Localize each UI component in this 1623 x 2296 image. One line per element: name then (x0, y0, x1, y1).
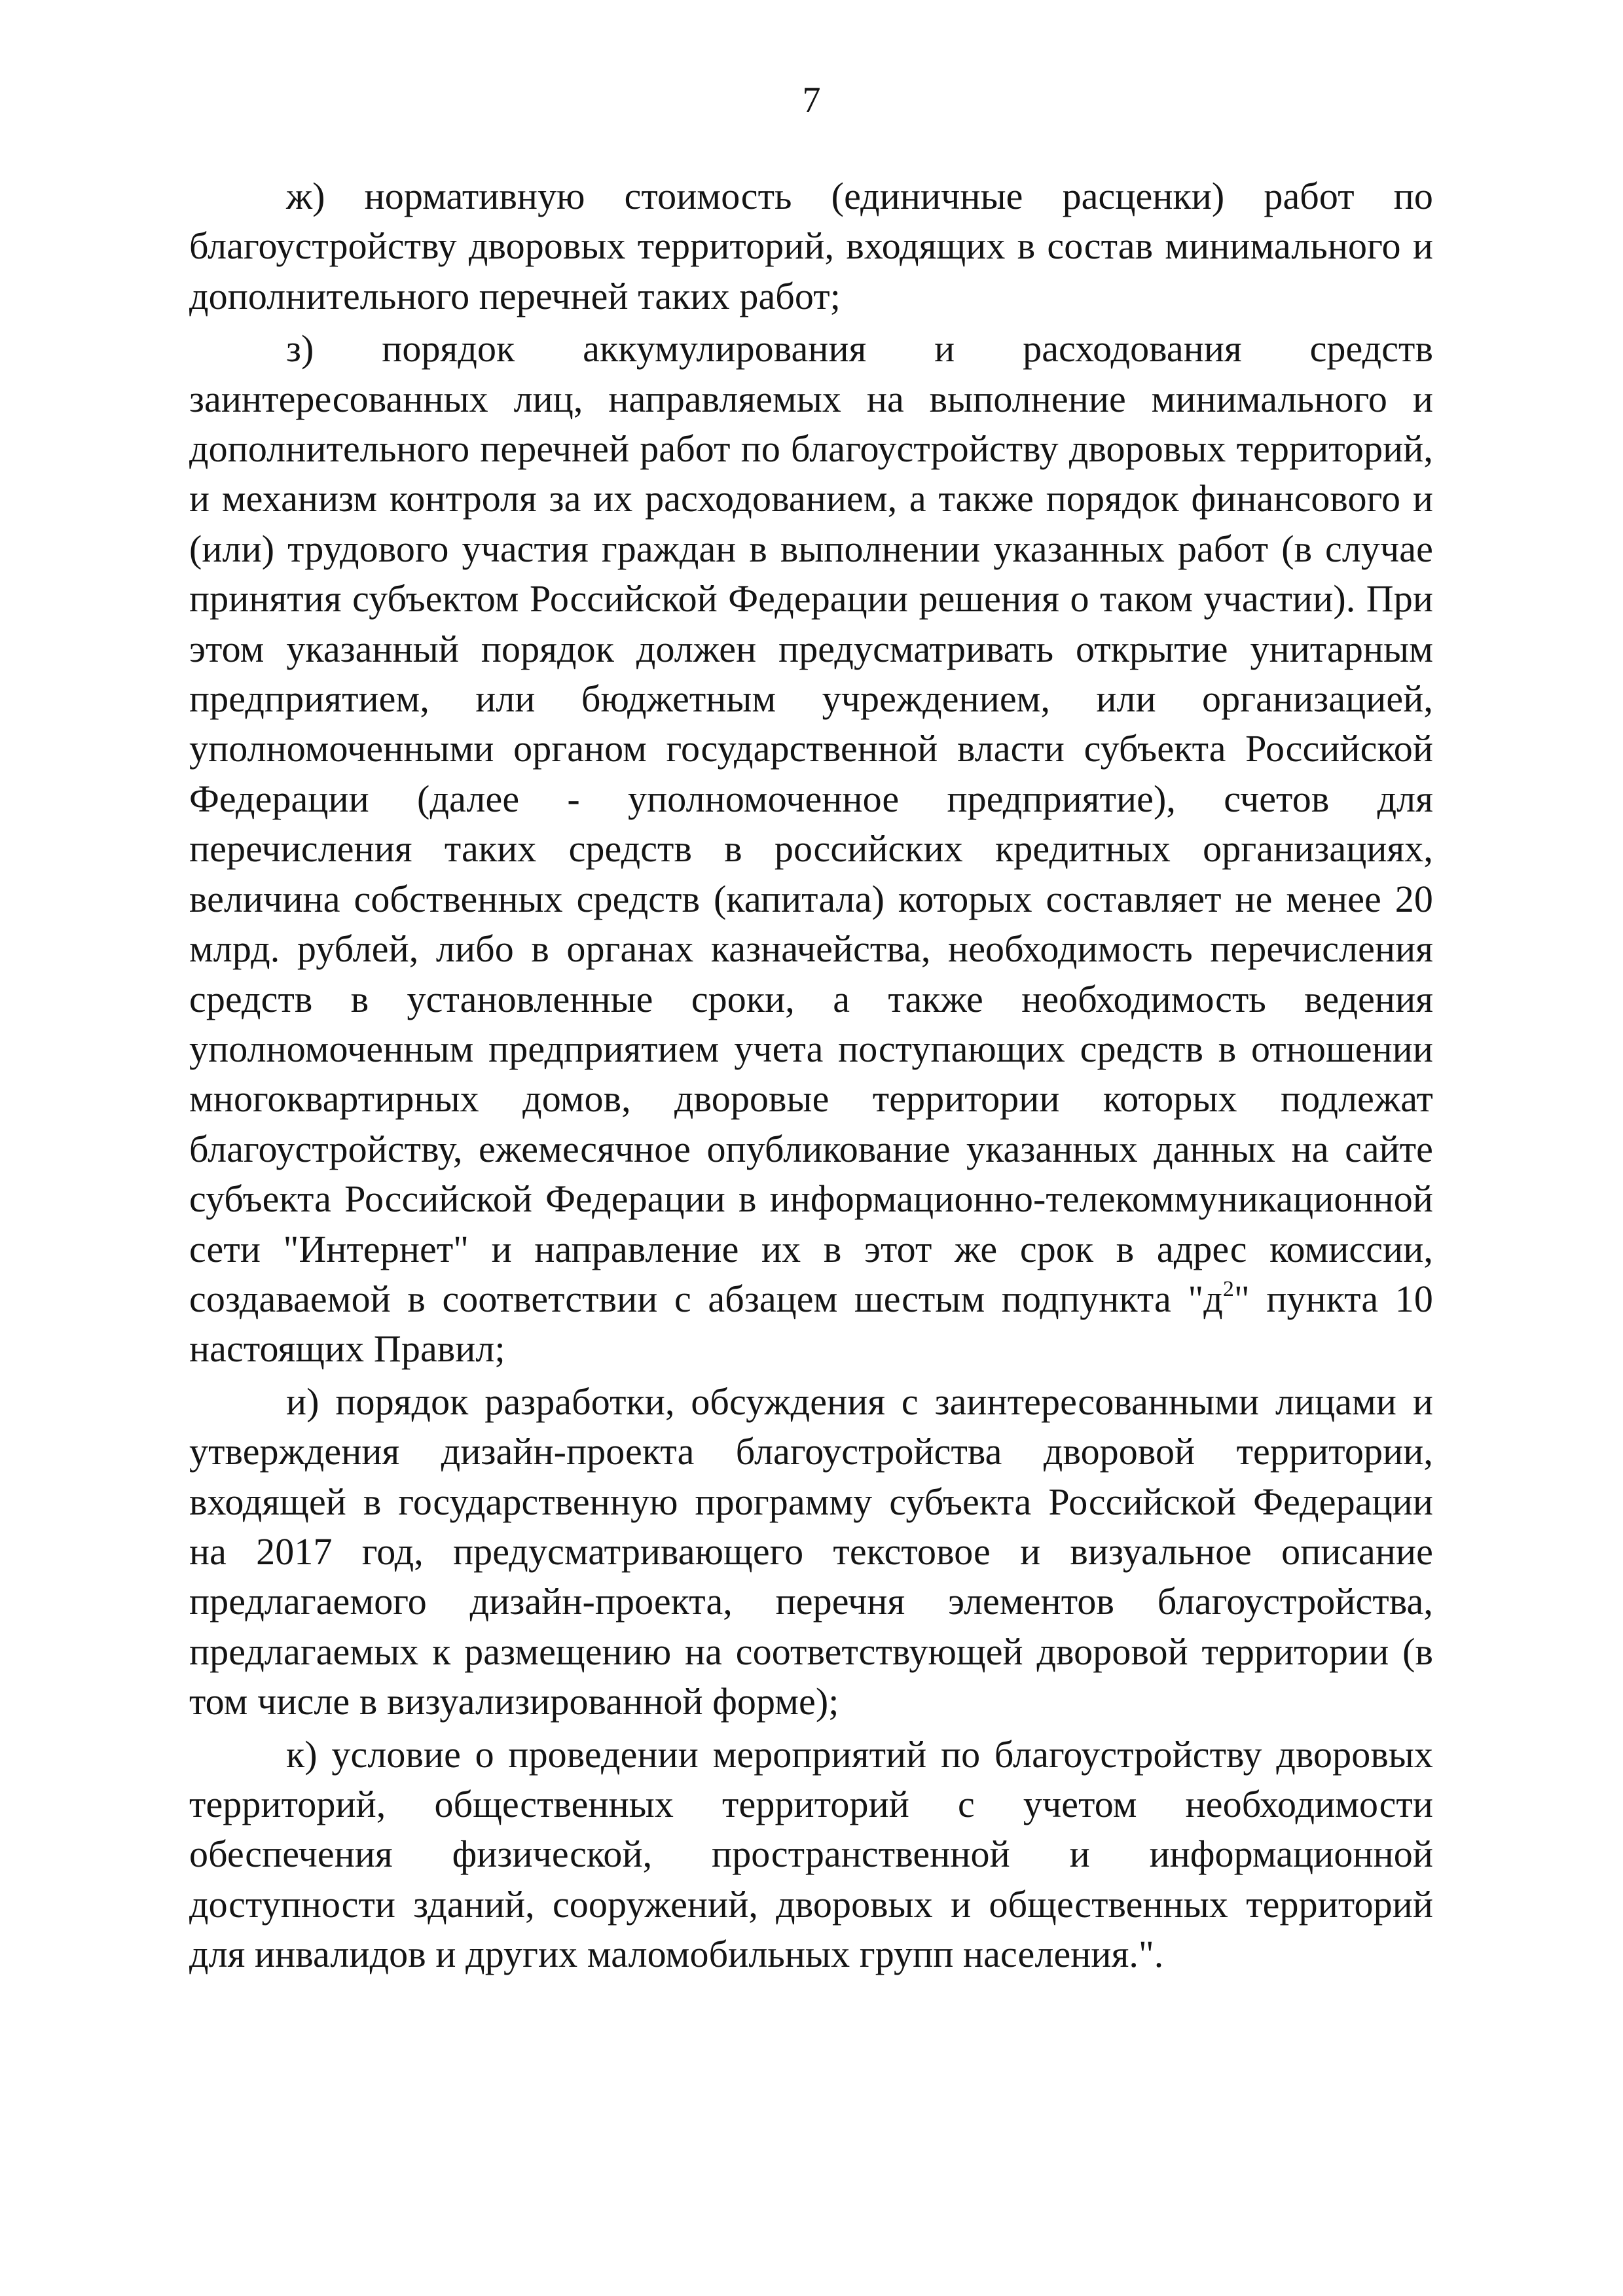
paragraph-z-text-after-superscript: " пункта 10 настоящих Правил; (189, 1277, 1433, 1371)
superscript-2: 2 (1222, 1276, 1234, 1301)
paragraph-z (189, 324, 1433, 1374)
paragraph-zh: ж) нормативную стоимость (единичные расценки) работ по благоустройству дворовых территорий, входящих в состав минимального и дополнительного перечней таких работ; (189, 175, 1433, 317)
page-number: 7 (802, 80, 821, 120)
document-body (189, 171, 1433, 1982)
paragraph-z-text-before-superscript: з) порядок аккумулирования и расходования средств заинтересованных лиц, направляемых на выполнение минимального и дополнительного перечней работ по благоустройству дворовых территорий, и механизм контроля за их расходованием, а также порядок финансового и (или) трудового участия граждан в выполнении указанных работ (в случае принятия субъектом Российской Федерации решения о таком участии). При этом указанный порядок должен предусматривать открытие унитарным предприятием, или бюджетным учреждением, или организацией, уполномоченными органом государственной власти субъекта Российской Федерации (далее - уполномоченное предприятие), счетов для перечисления таких средств в российских кредитных организациях, величина собственных средств (капитала) которых составляет не менее 20 млрд. рублей, либо в органах казначейства, необходимость перечисления средств в установленные сроки, а также необходимость ведения уполномоченным предприятием учета поступающих средств в отношении многоквартирных домов, дворовые территории которых подлежат благоустройству, ежемесячное опубликование указанных данных на сайте субъекта Российской Федерации в информационно-телекоммуникационной сети "Интернет" и направление их в этот же срок в адрес комиссии, создаваемой в соответствии с абзацем шестым подпункта "д (189, 327, 1433, 1320)
paragraph-i: и) порядок разработки, обсуждения с заинтересованными лицами и утверждения дизайн-проекта благоустройства дворовой территории, входящей в государственную программу субъекта Российской Федерации на 2017 год, предусматривающего текстовое и визуальное описание предлагаемого дизайн-проекта, перечня элементов благоустройства, предлагаемых к размещению на соответствующей дворовой территории (в том числе в визуализированной форме); (189, 1380, 1433, 1723)
paragraph-k: к) условие о проведении мероприятий по благоустройству дворовых территорий, общественных территорий с учетом необходимости обеспечения физической, пространственной и информационной доступности зданий, сооружений, дворовых и общественных территорий для инвалидов и других маломобильных групп населения.". (189, 1732, 1433, 1976)
